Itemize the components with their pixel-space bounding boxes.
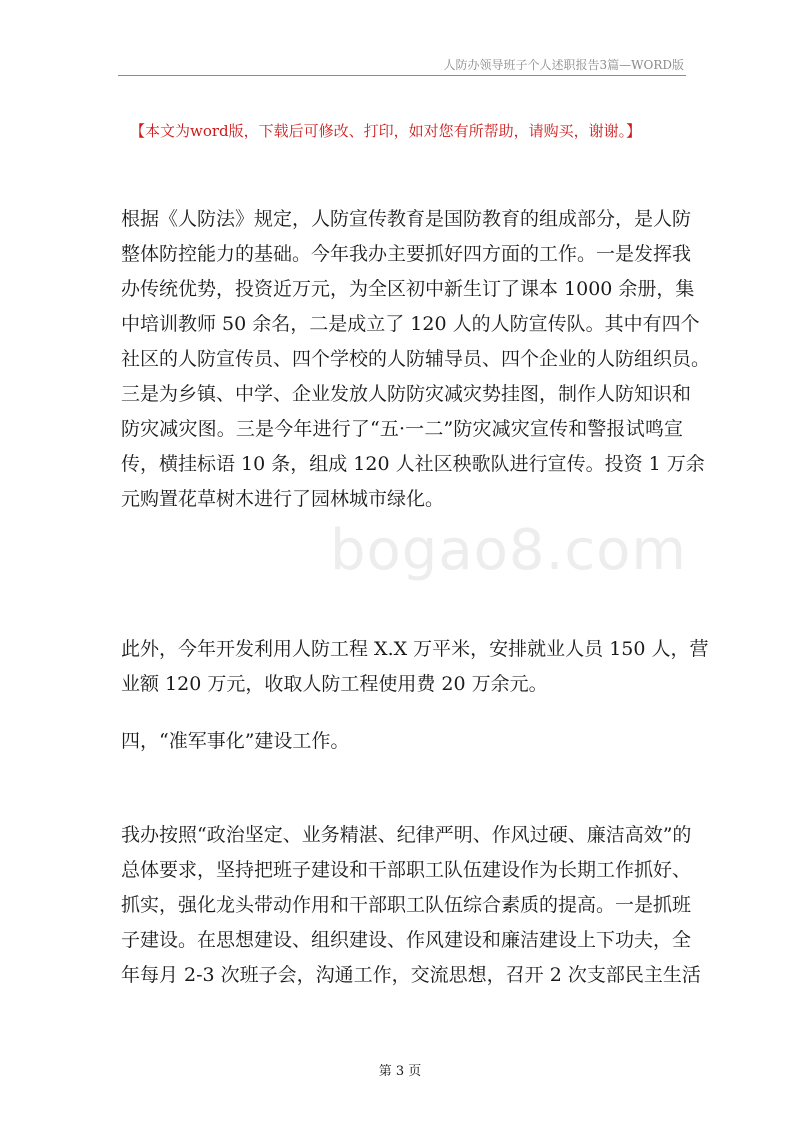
section-heading-paramilitary (121, 724, 683, 759)
download-notice: 【本文为word版，下载后可修改、打印，如对您有所帮助，请购买，谢谢。】 (130, 122, 642, 140)
text-line: 办传统优势，投资近万元，为全区初中新生订了课本 1000 余册，集 (121, 278, 695, 300)
text-line: 我办按照“政治坚定、业务精湛、纪律严明、作风过硬、廉洁高效”的 (121, 824, 692, 846)
text-line: 三是为乡镇、中学、企业发放人防防灾减灾势挂图，制作人防知识和 (121, 383, 692, 405)
text-line: 年每月 2-3 次班子会，沟通工作，交流思想，召开 2 次支部民主生活 (121, 964, 701, 986)
text-line: 整体防控能力的基础。今年我办主要抓好四方面的工作。一是发挥我 (121, 243, 692, 265)
text-line: 业额 120 万元，收取人防工程使用费 20 万余元。 (121, 673, 548, 695)
text-line: 此外，今年开发利用人防工程 X.X 万平米，安排就业人员 150 人，营 (121, 638, 709, 660)
text-line: 根据《人防法》规定，人防宣传教育是国防教育的组成部分，是人防 (121, 208, 692, 230)
text-line: 总体要求，坚持把班子建设和干部职工队伍建设作为长期工作抓好、 (121, 859, 692, 881)
watermark: bogao8.com (330, 518, 687, 583)
paragraph-team-building (121, 818, 701, 993)
text-line: 四，“准军事化”建设工作。 (121, 730, 350, 752)
text-line: 子建设。在思想建设、组织建设、作风建设和廉洁建设上下功夫，全 (121, 929, 692, 951)
paragraph-civil-defense-education (121, 202, 711, 517)
header-divider (118, 75, 686, 76)
text-line: 元购置花草树木进行了园林城市绿化。 (121, 488, 445, 510)
text-line: 中培训教师 50 余名，二是成立了 120 人的人防宣传队。其中有四个 (121, 313, 700, 335)
text-line: 传，横挂标语 10 条，组成 120 人社区秧歌队进行宣传。投资 1 万余 (121, 453, 705, 475)
document-header-title: 人防办领导班子个人述职报告3篇—WORD版 (443, 58, 684, 72)
text-line: 社区的人防宣传员、四个学校的人防辅导员、四个企业的人防组织员。 (121, 348, 711, 370)
paragraph-engineering-usage (121, 632, 709, 702)
text-line: 抓实，强化龙头带动作用和干部职工队伍综合素质的提高。一是抓班 (121, 894, 692, 916)
text-line: 防灾减灾图。三是今年进行了“五·一二”防灾减灾宣传和警报试鸣宣 (121, 418, 683, 440)
page-number: 第 3 页 (378, 1064, 422, 1079)
